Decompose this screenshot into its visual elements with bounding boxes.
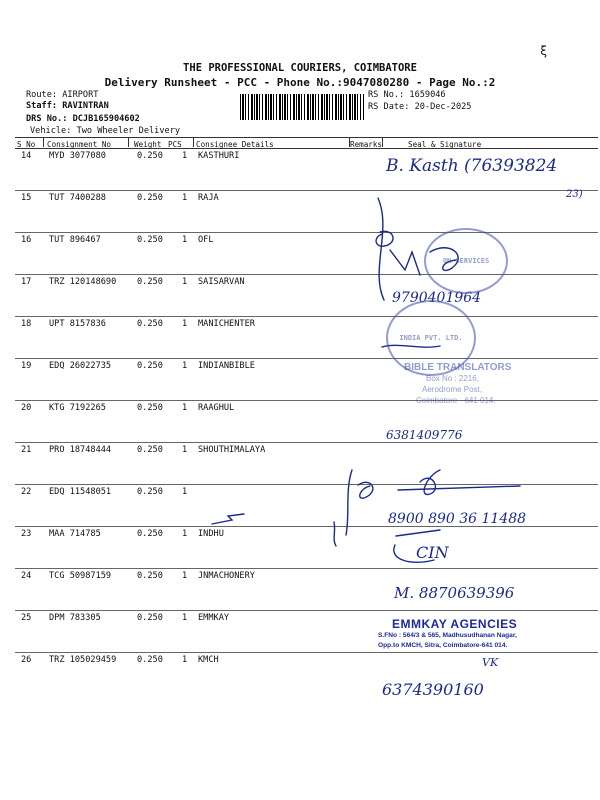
col-weight: Weight bbox=[134, 140, 162, 149]
row-pcs: 1 bbox=[182, 445, 188, 455]
row-weight: 0.250 bbox=[137, 487, 163, 497]
row-consignment: EDQ 26022735 bbox=[49, 361, 112, 371]
row-consignee: OFL bbox=[198, 235, 214, 245]
phone-row24: M. 8870639396 bbox=[394, 584, 515, 602]
row-weight: 0.250 bbox=[137, 193, 163, 203]
vehicle-label: Vehicle: Two Wheeler Delivery bbox=[30, 126, 181, 136]
phone-row20: 6381409776 bbox=[386, 428, 463, 442]
row-consignment: MAA 714785 bbox=[49, 529, 101, 539]
row-consignment: KTG 7192265 bbox=[49, 403, 106, 413]
row-consignee: RAAGHUL bbox=[198, 403, 235, 413]
round-stamp-mid: INDIA PVT. LTD. bbox=[386, 300, 476, 376]
translator-stamp-line3: Aerodrome Post, bbox=[422, 385, 483, 394]
row-consignment: DPM 783305 bbox=[49, 613, 101, 623]
row-sno: 14 bbox=[21, 151, 32, 161]
row-weight: 0.250 bbox=[137, 319, 163, 329]
row-pcs: 1 bbox=[182, 655, 188, 665]
col-pcs: PCS bbox=[168, 140, 182, 149]
row-sno: 22 bbox=[21, 487, 32, 497]
row-pcs: 1 bbox=[182, 361, 188, 371]
route-label: Route: AIRPORT bbox=[26, 90, 99, 100]
phone-row26: 6374390160 bbox=[382, 680, 484, 699]
row-pcs: 1 bbox=[182, 235, 188, 245]
row-consignee: INDIANBIBLE bbox=[198, 361, 255, 371]
drs-label: DRS No.: DCJB165904602 bbox=[26, 114, 140, 124]
translator-stamp bbox=[404, 362, 594, 406]
row-sno: 26 bbox=[21, 655, 32, 665]
row-consignment: UPT 8157836 bbox=[49, 319, 106, 329]
emmkay-stamp-name: EMMKAY AGENCIES bbox=[392, 617, 518, 631]
row-pcs: 1 bbox=[182, 571, 188, 581]
row-sno: 19 bbox=[21, 361, 32, 371]
row-pcs: 1 bbox=[182, 529, 188, 539]
row-consignment: EDQ 11548051 bbox=[49, 487, 112, 497]
row-consignment: TUT 896467 bbox=[49, 235, 101, 245]
row-consignment: PRO 18748444 bbox=[49, 445, 112, 455]
row-consignment: TRZ 120148690 bbox=[49, 277, 117, 287]
signature-row23: CIN bbox=[416, 543, 449, 562]
col-sno: S No bbox=[17, 140, 36, 149]
translator-stamp-line1: BIBLE TRANSLATORS bbox=[404, 362, 512, 373]
emmkay-stamp bbox=[378, 617, 578, 651]
phone-row22: 8900 890 36 11488 bbox=[388, 511, 527, 527]
row-consignment: MYD 3077080 bbox=[49, 151, 106, 161]
row-consignment: TRZ 105029459 bbox=[49, 655, 117, 665]
row-pcs: 1 bbox=[182, 613, 188, 623]
row-pcs: 1 bbox=[182, 151, 188, 161]
row-consignment: TUT 7400288 bbox=[49, 193, 106, 203]
row-sno: 25 bbox=[21, 613, 32, 623]
row-weight: 0.250 bbox=[137, 655, 163, 665]
initials-row26: VK bbox=[482, 656, 499, 669]
row-sno: 16 bbox=[21, 235, 32, 245]
row-weight: 0.250 bbox=[137, 277, 163, 287]
signature-row14: B. Kasth (76393824 bbox=[386, 156, 558, 176]
row-sno: 17 bbox=[21, 277, 32, 287]
company-title: THE PROFESSIONAL COURIERS, COIMBATORE bbox=[183, 62, 417, 74]
row-consignee: KASTHURI bbox=[198, 151, 240, 161]
row-consignee: KMCH bbox=[198, 655, 219, 665]
rs-date: RS Date: 20-Dec-2025 bbox=[368, 102, 472, 112]
row-sno: 21 bbox=[21, 445, 32, 455]
col-remarks: Remarks bbox=[350, 140, 383, 149]
row-weight: 0.250 bbox=[137, 151, 163, 161]
runsheet-subtitle: Delivery Runsheet - PCC - Phone No.:9047080280 - Page No.:2 bbox=[104, 76, 496, 89]
emmkay-stamp-address2: Opp.to KMCH, Sitra, Coimbatore-641 014. bbox=[378, 642, 508, 649]
row-weight: 0.250 bbox=[137, 529, 163, 539]
row-consignee: INDHU bbox=[198, 529, 224, 539]
row-weight: 0.250 bbox=[137, 403, 163, 413]
row-pcs: 1 bbox=[182, 403, 188, 413]
round-stamp-top: ON SERVICES bbox=[424, 228, 508, 294]
row-sno: 20 bbox=[21, 403, 32, 413]
row-pcs: 1 bbox=[182, 487, 188, 497]
row-consignee: SAISARVAN bbox=[198, 277, 245, 287]
row-weight: 0.250 bbox=[137, 445, 163, 455]
row-consignee: JNMACHONERY bbox=[198, 571, 255, 581]
row-consignee: EMMKAY bbox=[198, 613, 230, 623]
corner-mark: ξ bbox=[540, 44, 548, 58]
row-consignee: SHOUTHIMALAYA bbox=[198, 445, 266, 455]
row-sno: 18 bbox=[21, 319, 32, 329]
row-weight: 0.250 bbox=[137, 571, 163, 581]
row-weight: 0.250 bbox=[137, 235, 163, 245]
row-pcs: 1 bbox=[182, 319, 188, 329]
row-sno: 15 bbox=[21, 193, 32, 203]
staff-label: Staff: RAVINTRAN bbox=[26, 101, 109, 111]
col-consignment: Consignment No bbox=[47, 140, 112, 149]
row-consignment: TCG 50987159 bbox=[49, 571, 112, 581]
row-weight: 0.250 bbox=[137, 613, 163, 623]
row-weight: 0.250 bbox=[137, 361, 163, 371]
translator-stamp-line2: Box No : 2216, bbox=[426, 374, 479, 383]
translator-stamp-line4: Coimbatore - 641 014. bbox=[416, 396, 496, 405]
row-consignee: RAJA bbox=[198, 193, 219, 203]
rs-number: RS No.: 1659046 bbox=[368, 90, 446, 100]
row-sno: 24 bbox=[21, 571, 32, 581]
col-consignee: Consignee Details bbox=[196, 140, 274, 149]
row-consignee: MANICHENTER bbox=[198, 319, 255, 329]
row-sno: 23 bbox=[21, 529, 32, 539]
phone-row17: 9790401964 bbox=[392, 290, 482, 306]
emmkay-stamp-address1: S.FNo : 564/3 & 565, Madhusudhanan Nagar, bbox=[378, 632, 517, 639]
col-seal: Seal & Signature bbox=[408, 140, 482, 149]
row-pcs: 1 bbox=[182, 277, 188, 287]
row-pcs: 1 bbox=[182, 193, 188, 203]
signature-row14-suffix: 23) bbox=[566, 189, 583, 200]
